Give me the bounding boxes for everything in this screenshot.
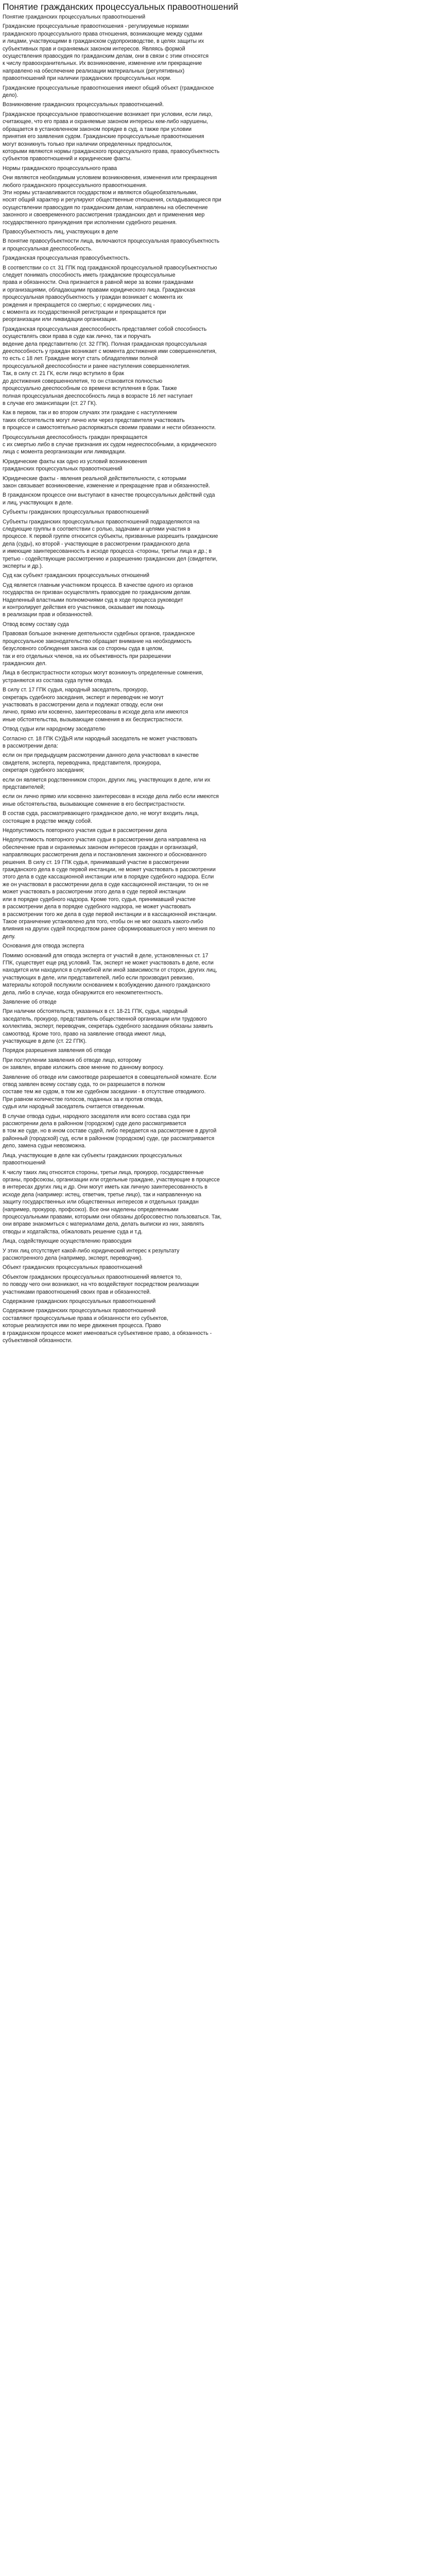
paragraph: Лица, содействующие осуществлению правосудия — [3, 1238, 132, 1245]
paragraph: Правосубъектность лиц, участвующих в деле — [3, 228, 118, 235]
paragraph: У этих лиц отсутствует какой-либо юридический интерес к результату рассмотренного дела (например, эксперт, переводчик). — [3, 1247, 180, 1261]
paragraph: Гражданское процессуальное правоотношение возникает при условии, если лицо, считающее, что его права и охраняемые законом интересы кем-либо нарушены, обращается в установленном законом порядке в суд, а также при условии принятия его заявления судом. Гражданские процессуальные правоотношения могут возникнуть только при наличии определенных предпосылок, которыми являются нормы гражданского процессуального права, правосубъектность субъектов правоотношений и юридические факты. — [3, 111, 220, 162]
paragraph: В гражданском процессе они выступают в качестве процессуальных действий суда и лиц, участвующих в деле. — [3, 492, 215, 506]
paragraph: Отвод судьи или народному заседателю — [3, 726, 106, 733]
paragraph: Субъекты гражданских процессуальных правоотношений подразделяются на следующие группы в соответствии с ролью, задачами и целями участия в процессе. К первой группе относится субъекты, призванные разрешить гражданские дела (суды), ко второй - участвующие в рассмотрении гражданского дела и имеющие заинтересованность в исходе процесса -стороны, третьи лица и др.; в третью - содействующие рассмотрению и разрешению гражданских дел (свидетели, эксперты и др.). — [3, 518, 218, 570]
paragraph: если он при предыдущем рассмотрении данного дела участвовал в качестве свидетеля, эксперта, переводчика, представителя, прокурора, секретаря судебного заседания; — [3, 752, 199, 774]
paragraph: Юридические факты как одно из условий возникновения гражданских процессуальных правоотношений — [3, 458, 147, 472]
paragraph: Понятие гражданских процессуальных правоотношений — [3, 14, 146, 20]
paragraph: Объектом гражданских процессуальных правоотношений является то, по поводу чего они возникают, на что воздействуют посредством реализации участниками правоотношений своих прав и обязанностей. — [3, 1274, 199, 1295]
paragraph: Правовая большое значение деятельности судебных органов, гражданское процессуальное законодательство обращает внимание на необходимость безусловного соблюдения закона как со стороны суда в целом, так и его отдельных членов, на их объективность при разрешении гражданских дел. — [3, 631, 195, 667]
paragraph: Основания для отвода эксперта — [3, 943, 84, 950]
paragraph: Гражданские процессуальные правоотношения - регулируемые нормами гражданского процессуального права отношения, возникающие между судами и лицами, участвующими в гражданском судопроизводстве, в целях защиты их субъективных прав и охраняемых законом интересов. Являясь формой осуществления правосудия по гражданским делам, они в связи с этим относятся к числу правоохранительных. Их возникновение, изменение или прекращение направлено на обеспечение реализации материальных (регулятивных) правоотношений при наличии гражданских процессуальных норм. — [3, 23, 209, 82]
paragraph: Содержание гражданских процессуальных правоотношений — [3, 1298, 156, 1304]
paragraph: Лица в беспристрастности которых могут возникнуть определенные сомнения, устраняются из состава суда путем отвода. — [3, 670, 203, 684]
paragraph: Нормы гражданского процессуального права — [3, 165, 117, 172]
paragraph: В соответствии со ст. 31 ГПК под гражданской процессуальной правосубъектностью следует понимать способность иметь гражданские процессуальные права и обязанности. Она признается в равной мере за всеми гражданами и организациями, обладающими правами юридического лица. Гражданская процессуальная правосубъектность у граждан возникает с момента их рождения и прекращается со смертью; с юридических лиц - с момента их государственной регистрации и прекращается при реорганизации или ликвидации организации. — [3, 264, 217, 323]
paragraph: Субъекты гражданских процессуальных правоотношений — [3, 509, 149, 516]
paragraph: Юридические факты - явления реальной действительности, с которыми закон связывает возникновение, изменение и прекращение прав и обязанностей. — [3, 475, 210, 489]
paragraph: Недопустимость повторного участия судьи в рассмотрении дела направлена на обеспечение прав и охраняемых законом интересов граждан и организаций, направляющих рассмотрения дела и постановления законного и обоснованного решения. В силу ст. 19 ГПК судья, принимавший участие в рассмотрении гражданского дела в суде первой инстанции, не может участвовать в рассмотрении этого дела в суде кассационной инстанции или в порядке судебного надзора. Если же он участвовал в рассмотрении дела в суде кассационной инстанции, то он не может участвовать в рассмотрении этого дела в суде первой инстанции или в порядке судебного надзора. Кроме того, судья, принимавший участие в рассмотрении дела в порядке судебного надзора, не может участвовать в рассмотрении того же дела в суде первой инстанции и в кассационной инстанции. Такое ограничение установлено для того, чтобы он не мог оказать какого-либо влияния на других судей посредством ранее сформировавшегося у него мнения по делу. — [3, 837, 217, 940]
paragraph: Заявление об отводе — [3, 998, 57, 1005]
paragraph: если он лично прямо или косвенно заинтересован в исходе дела либо если имеются иные обстоятельства, вызывающие сомнение в его беспристрастности. — [3, 793, 219, 807]
paragraph: В понятие правосубъектности лица, включаются процессуальная правосубъектность и процессуальная дееспособность. — [3, 238, 220, 252]
paragraph: Согласно ст. 18 ГПК СУДЬЯ или народный заседатель не может участвовать в рассмотрении дела: — [3, 735, 198, 749]
paragraph: К числу таких лиц относятся стороны, третьи лица, прокурор, государственные органы, профсоюзы, организации или отдельные граждане, участвующие в процессе в интересах других лиц и др. Они могут иметь как личную заинтересованность в исходе дела (например: истец, ответчик, третье лицо), так и направленную на защиту государственных или общественных интересов и отдельных граждан (например, прокурор, профсоюз). Все они наделены определенными процессуальными правами, которыми они обязаны добросовестно пользоваться. Так, они вправе знакомиться с материалами дела, делать выписки из них, заявлять отводы и ходатайства, обжаловать решение суда и т.д. — [3, 1169, 222, 1235]
paragraph: При наличии обстоятельств, указанных в ст. 18-21 ГПК, судья, народный заседатель, прокурор, представитель общественной организации или трудового коллектива, эксперт, переводчик, секретарь судебного заседания обязаны заявить самоотвод. Кроме того, право на заявление отвода имеют лица, участвующие в деле (ст. 22 ГПК). — [3, 1008, 213, 1044]
paragraph: Гражданская процессуальная правосубъектность. — [3, 255, 130, 262]
paragraph: Процессуальная дееспособность граждан прекращается с их смертью либо в случае признания их судом недееспособными, а юридического лица с момента реорганизации или ликвидации. — [3, 434, 217, 455]
paragraph: Они являются необходимым условием возникновения, изменения или прекращения любого гражданского процессуального правоотношения. Эти нормы устанавливаются государством и являются общеобязательными, носят общий характер и регулируют общественные отношения, складывающиеся при осуществлении правосудия по гражданским делам, направлены на обеспечение законного и своевременного рассмотрения гражданских дел и применения мер государственного принуждения при исполнении судебного решения. — [3, 175, 221, 226]
paragraph: Недопустимость повторного участия судьи в рассмотрении дела — [3, 827, 167, 834]
paragraph: Помимо оснований для отвода эксперта от участий в деле, установленных ст. 17 ГПК, существует еще ряд условий. Так, эксперт не может участвовать в деле, если находится или находился в служебной или иной зависимости от сторон, других лиц, участвующих в деле, или представителей, либо если производил ревизию, материалы которой послужили основанием к возбуждению данного гражданского дела, либо в случае, когда обнаружится его некомпетентность. — [3, 952, 217, 996]
paragraph: Порядок разрешения заявления об отводе — [3, 1047, 111, 1054]
paragraph: Суд как субъект гражданских процессуальных отношений — [3, 572, 150, 579]
paragraph: если он является родственником сторон, других лиц, участвующих в деле, или их представителей; — [3, 776, 211, 790]
paragraph: Отвод всему составу суда — [3, 621, 69, 628]
paragraph: В состав суда, рассматривающего гражданское дело, не могут входить лица, состоящие в родстве между собой. — [3, 810, 199, 824]
paragraph: Как в первом, так и во втором случаях эти граждане с наступлением таких обстоятельств могут лично или через представителя участвовать в процессе и самостоятельно распоряжаться своими правами и нести обязанности. — [3, 410, 216, 431]
paragraph: Заявление об отводе или самоотводе разрешается в совещательной комнате. Если отвод заявлен всему составу суда, то он разрешается в полном составе тем же судом, в том же судебном заседании - в отсутствие отводимого. При равном количестве голосов, поданных за и против отвода, судья или народный заседатель считается отведенным. — [3, 1074, 217, 1110]
paragraph: Объект гражданских процессуальных правоотношений — [3, 1264, 143, 1271]
paragraph: Лица, участвующие в деле как субъекты гражданских процессуальных правоотношений — [3, 1152, 182, 1166]
paragraph: Содержание гражданских процессуальных правоотношений составляют процессуальные права и обязанности его субъектов, которые реализуются ими по мере движения процесса. Право в гражданском процессе может именоваться субъективное право, а обязанность - субъективной обязанности. — [3, 1308, 212, 1344]
paragraph: Гражданские процессуальные правоотношения имеют общий объект (гражданское дело). — [3, 84, 214, 99]
paragraph: Гражданская процессуальная дееспособность представляет собой способность осуществлять свои права в суде как лично, так и поручать ведение дела представителю (ст. 32 ГПК). Полная гражданская процессуальная дееспособность у граждан возникает с момента достижения ими совершеннолетия, то есть с 18 лет. Граждане могут стать обладателями полной процессуальной дееспособности и ранее наступления совершеннолетия. Так, в силу ст. 21 ГК, если лицо вступило в брак до достижения совершеннолетия, то он становится полностью процессуально дееспособным со времени вступления в брак. Также полная процессуальная дееспособность лица в возрасте 16 лет наступает в случае его эмансипации (ст. 27 ГК). — [3, 326, 217, 406]
paragraph: Суд является главным участником процесса. В качестве одного из органов государства он призван осуществлять правосудие по гражданским делам. Наделенный властными полномочиями суд в ходе процесса руководит и контролирует действия его участников, оказывает им помощь в реализации прав и обязанностей. — [3, 582, 194, 618]
paragraph: При поступлении заявления об отводе лицо, которому он заявлен, вправе изложить свое мнение по данному вопросу. — [3, 1057, 164, 1071]
page-title: Понятие гражданских процессуальных правоотношений — [3, 2, 238, 12]
paragraph: Возникновение гражданских процессуальных правоотношений. — [3, 101, 164, 108]
document-body — [3, 13, 433, 1344]
paragraph: В силу ст. 17 ГПК судья, народный заседатель, прокурор, секретарь судебного заседания, эксперт и переводчик не могут участвовать в рассмотрении дела и подлежат отводу, если они лично, прямо или косвенно, заинтересованы в исходе дела или имеются иные обстоятельства, вызывающие сомнения в их беспристрастности. — [3, 687, 188, 723]
paragraph: В случае отвода судьи, народного заседателя или всего состава суда при рассмотрении дела в районном (городском) суде дело рассматривается в том же суде, но в ином составе судей, либо передается на рассмотрение в другой районный (городской) суд, если в районном (городском) суде, где рассматривается дело, замена судьи невозможна. — [3, 1113, 217, 1149]
